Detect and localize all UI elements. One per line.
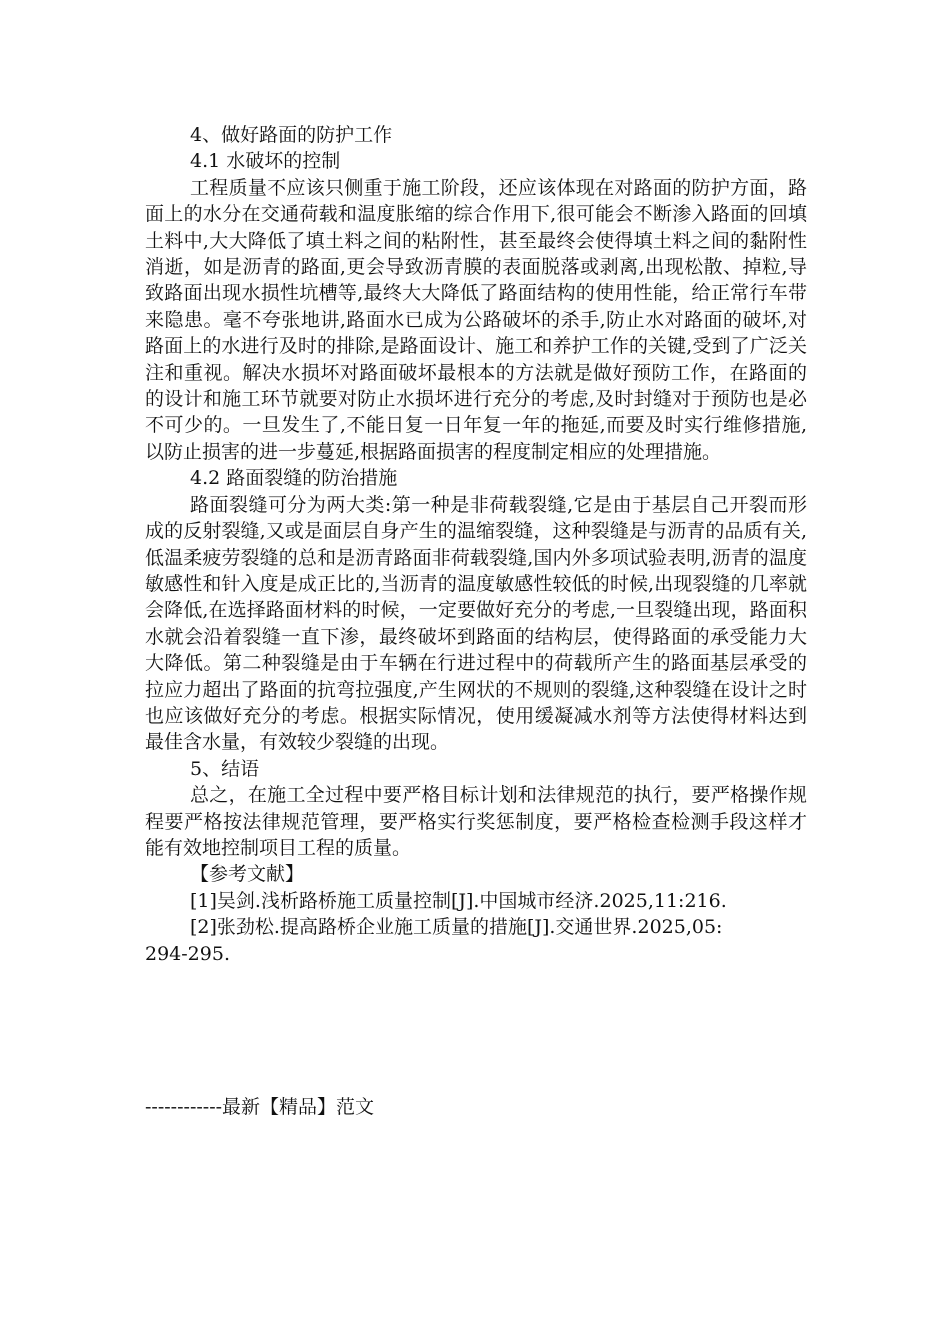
section-5-heading: 5、结语 [190, 757, 260, 780]
section-4-1-heading: 4.1 水破坏的控制 [190, 150, 341, 173]
document-body [145, 122, 807, 967]
section-4-1-paragraph: 工程质量不应该只侧重于施工阶段，还应该体现在对路面的防护方面，路面上的水分在交通荷载和温度胀缩的综合作用下,很可能会不断渗入路面的回填土料中,大大降低了填土料之间的粘附性，甚至最终会使得填土料之间的黏附性消逝，如是沥青的路面,更会导致沥青膜的表面脱落或剥离,出现松散、掉粒,导致路面出现水损性坑槽等,最终大大降低了路面结构的使用性能，给正常行车带来隐患。毫不夸张地讲,路面水已成为公路破坏的杀手,防止水对路面的破坏,对路面上的水进行及时的排除,是路面设计、施工和养护工作的关键,受到了广泛关注和重视。解决水损坏对路面破坏最根本的方法就是做好预防工作，在路面的的设计和施工环节就要对防止水损坏进行充分的考虑,及时封缝对于预防也是必不可少的。一旦发生了,不能日复一日年复一年的拖延,而要及时实行维修措施,以防止损害的进一步蔓延,根据路面损害的程度制定相应的处理措施。 [145, 176, 807, 463]
footer-text: ------------最新【精品】范文 [145, 1096, 375, 1118]
reference-item-1: [1]吴剑.浅析路桥施工质量控制[J].中国城市经济.2025,11:216. [190, 889, 727, 912]
section-4-heading: 4、做好路面的防护工作 [190, 124, 393, 146]
section-4-2-heading: 4.2 路面裂缝的防治措施 [190, 467, 398, 490]
reference-item-2: [2]张劲松.提高路桥企业施工质量的措施[J].交通世界.2025,05:294-295. [145, 916, 723, 965]
section-5-paragraph: 总之，在施工全过程中要严格目标计划和法律规范的执行，要严格操作规程要严格按法律规范管理，要严格实行奖惩制度，要严格检查检测手段这样才能有效地控制项目工程的质量。 [145, 784, 807, 859]
references-title: 【参考文献】 [190, 863, 305, 886]
section-4-2-paragraph: 路面裂缝可分为两大类:第一种是非荷载裂缝,它是由于基层自己开裂而形成的反射裂缝,又或是面层自身产生的温缩裂缝，这种裂缝是与沥青的品质有关,低温柔疲劳裂缝的总和是沥青路面非荷载裂缝,国内外多项试验表明,沥青的温度敏感性和针入度是成正比的,当沥青的温度敏感性较低的时候,出现裂缝的几率就会降低,在选择路面材料的时候，一定要做好充分的考虑,一旦裂缝出现，路面积水就会沿着裂缝一直下渗，最终破坏到路面的结构层，使得路面的承受能力大大降低。第二种裂缝是由于车辆在行进过程中的荷载所产生的路面基层承受的拉应力超出了路面的抗弯拉强度,产生网状的不规则的裂缝,这种裂缝在设计之时也应该做好充分的考虑。根据实际情况，使用缓凝减水剂等方法使得材料达到最佳含水量，有效较少裂缝的出现。 [145, 493, 807, 754]
